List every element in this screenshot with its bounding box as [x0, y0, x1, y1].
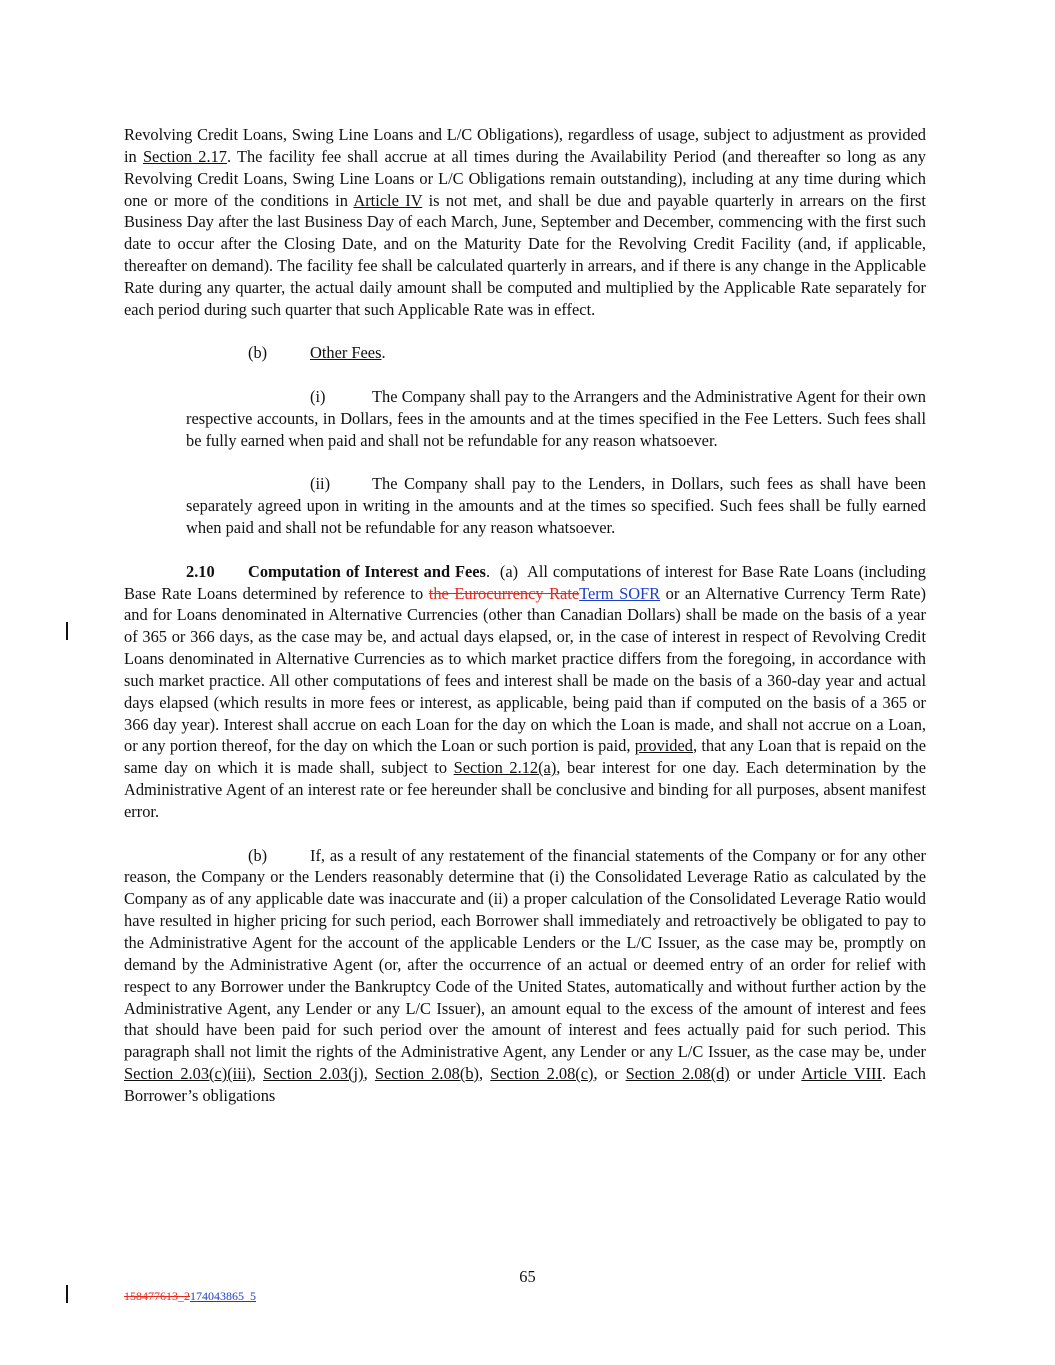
section-reference[interactable]: Section 2.12(a) [453, 758, 557, 778]
text: , [479, 1064, 491, 1084]
provided-term: provided [634, 736, 693, 756]
section-2-10-paragraph [124, 561, 931, 823]
deleted-doc-id: 158477613_2 [124, 1289, 190, 1303]
facility-fee-paragraph [124, 124, 926, 321]
clause-label: (i) [310, 387, 326, 407]
deleted-text: the Eurocurrency Rate [428, 583, 580, 603]
section-reference[interactable]: Section 2.17 [142, 146, 227, 166]
inserted-text: Term SOFR [579, 583, 661, 603]
section-reference[interactable]: Section 2.03(j) [263, 1064, 364, 1084]
document-body [124, 124, 931, 1107]
section-reference[interactable]: Section 2.03(c)(iii) [124, 1064, 252, 1084]
change-bar-section-2-10 [66, 622, 68, 640]
text: If, as a result of any restatement of the financial statements of the Company or for any other reason, the Company or the Lenders reasonably determine that (i) the Consolidated Leverage Ratio as calculated by the Company as of any applicable date was inaccurate and (ii) a proper calculation of the Consolidated Leverage Ratio would have resulted in higher pricing for such period, each Borrower shall immediately and retroactively be obligated to pay to the Administrative Agent for the account of the applicable Lenders or the L/C Issuer, as the case may be, promptly on demand by the Administrative Agent (or, after the occurrence of an actual or deemed entry of an order for relief with respect to any Borrower under the Bankruptcy Code of the United States, automatically and without further action by the Administrative Agent, any Lender or any L/C Issuer), an amount equal to the excess of the amount of interest and fees that should have been paid for such period over the amount of interest and fees actually paid for such period. This paragraph shall not limit the rights of the Administrative Agent, any Lender or any L/C Issuer, as the case may be, under [124, 845, 926, 1062]
text: . [381, 343, 386, 363]
section-reference[interactable]: Section 2.08(d) [625, 1064, 730, 1084]
text: Revolving Credit Loans, Swing Line Loans and L/C Obligations), regardless of usage, subject to adjustment as provided in [124, 125, 926, 166]
clause-label: (ii) [310, 474, 331, 494]
text: , or [593, 1064, 626, 1084]
fee-clause-ii-text: The Company shall pay to the Lenders, in Dollars, such fees as shall have been separately agreed upon in writing in the amounts and at the times so specified. Such fees shall be fully earned when paid and shall not be refundable for any reason whatsoever. [186, 474, 926, 538]
text: , [251, 1064, 264, 1084]
text: (a) All computations of interest for Base Rate Loans (including Base Rate Loans determined by reference to [124, 561, 931, 603]
change-bar-footer [66, 1285, 68, 1303]
clause-label: (b) [248, 845, 268, 865]
text: . [485, 561, 491, 581]
section-title: Computation of Interest and Fees [248, 561, 486, 581]
text: . The facility fee shall accrue at all times during the Availability Period (and thereafter so long as any Revolving Credit Loans, Swing Line Loans or L/C Obligations remain outstanding), including at any time during which one or more of the conditions in [124, 146, 926, 210]
text: , bear interest for one day. Each determination by the Administrative Agent of an interest rate or fee hereunder shall be conclusive and binding for all purposes, absent manifest error. [124, 758, 926, 821]
inserted-doc-id: 174043865_5 [190, 1289, 256, 1303]
restatement-paragraph [124, 845, 926, 1107]
document-id [124, 1289, 256, 1304]
text: or an Alternative Currency Term Rate) and for Loans denominated in Alternative Currencies (other than Canadian Dollars) shall be made on the basis of a year of 365 or 366 days, as the case may be, and actual days elapsed, or, in the case of interest in respect of Revolving Credit Loans denominated in Alternative Currencies as to which market practice differs from the foregoing, in accordance with such market practice. All other computations of fees and interest shall be made on the basis of a 360-day year and actual days elapsed (which results in more fees or interest, as applicable, being paid than if computed on the basis of a 365 or 366 day year). Interest shall accrue on each Loan for the day on which the Loan is made, and shall not accrue on a Loan, or any portion thereof, for the day on which the Loan or such portion is paid, [124, 583, 926, 756]
text: , [363, 1064, 375, 1084]
other-fees-title: Other Fees [310, 343, 382, 363]
text: is not met, and shall be due and payable quarterly in arrears on the first Business Day after the last Business Day of each March, June, September and December, commencing with the first such date to occur after the Closing Date, and on the Maturity Date for the Revolving Credit Facility (and, if applicable, thereafter on demand). The facility fee shall be calculated quarterly in arrears, and if there is any change in the Applicable Rate during any quarter, the actual daily amount shall be computed and multiplied by the Applicable Rate separately for each period during such quarter that such Applicable Rate was in effect. [124, 190, 926, 319]
fee-clause-ii [186, 473, 926, 539]
fee-clause-i-text: The Company shall pay to the Arrangers and the Administrative Agent for their own respective accounts, in Dollars, fees in the amounts and at the times specified in the Fee Letters. Such fees shall be fully earned when paid and shall not be refundable for any reason whatsoever. [186, 387, 926, 450]
text: or under [729, 1064, 802, 1084]
text: , that any Loan that is repaid on the same day on which it is made shall, subject to [124, 736, 927, 778]
article-reference[interactable]: Article VIII [801, 1064, 882, 1084]
section-number: 2.10 [186, 561, 215, 581]
clause-label: (b) [248, 343, 268, 363]
text: . Each Borrower’s obligations [124, 1064, 926, 1105]
section-reference[interactable]: Section 2.08(b) [374, 1064, 479, 1084]
page-number: 65 [519, 1267, 536, 1286]
section-reference[interactable]: Section 2.08(c) [490, 1064, 594, 1084]
fee-clause-i [186, 386, 926, 452]
article-reference[interactable]: Article IV [353, 190, 423, 210]
other-fees-heading [124, 342, 926, 364]
